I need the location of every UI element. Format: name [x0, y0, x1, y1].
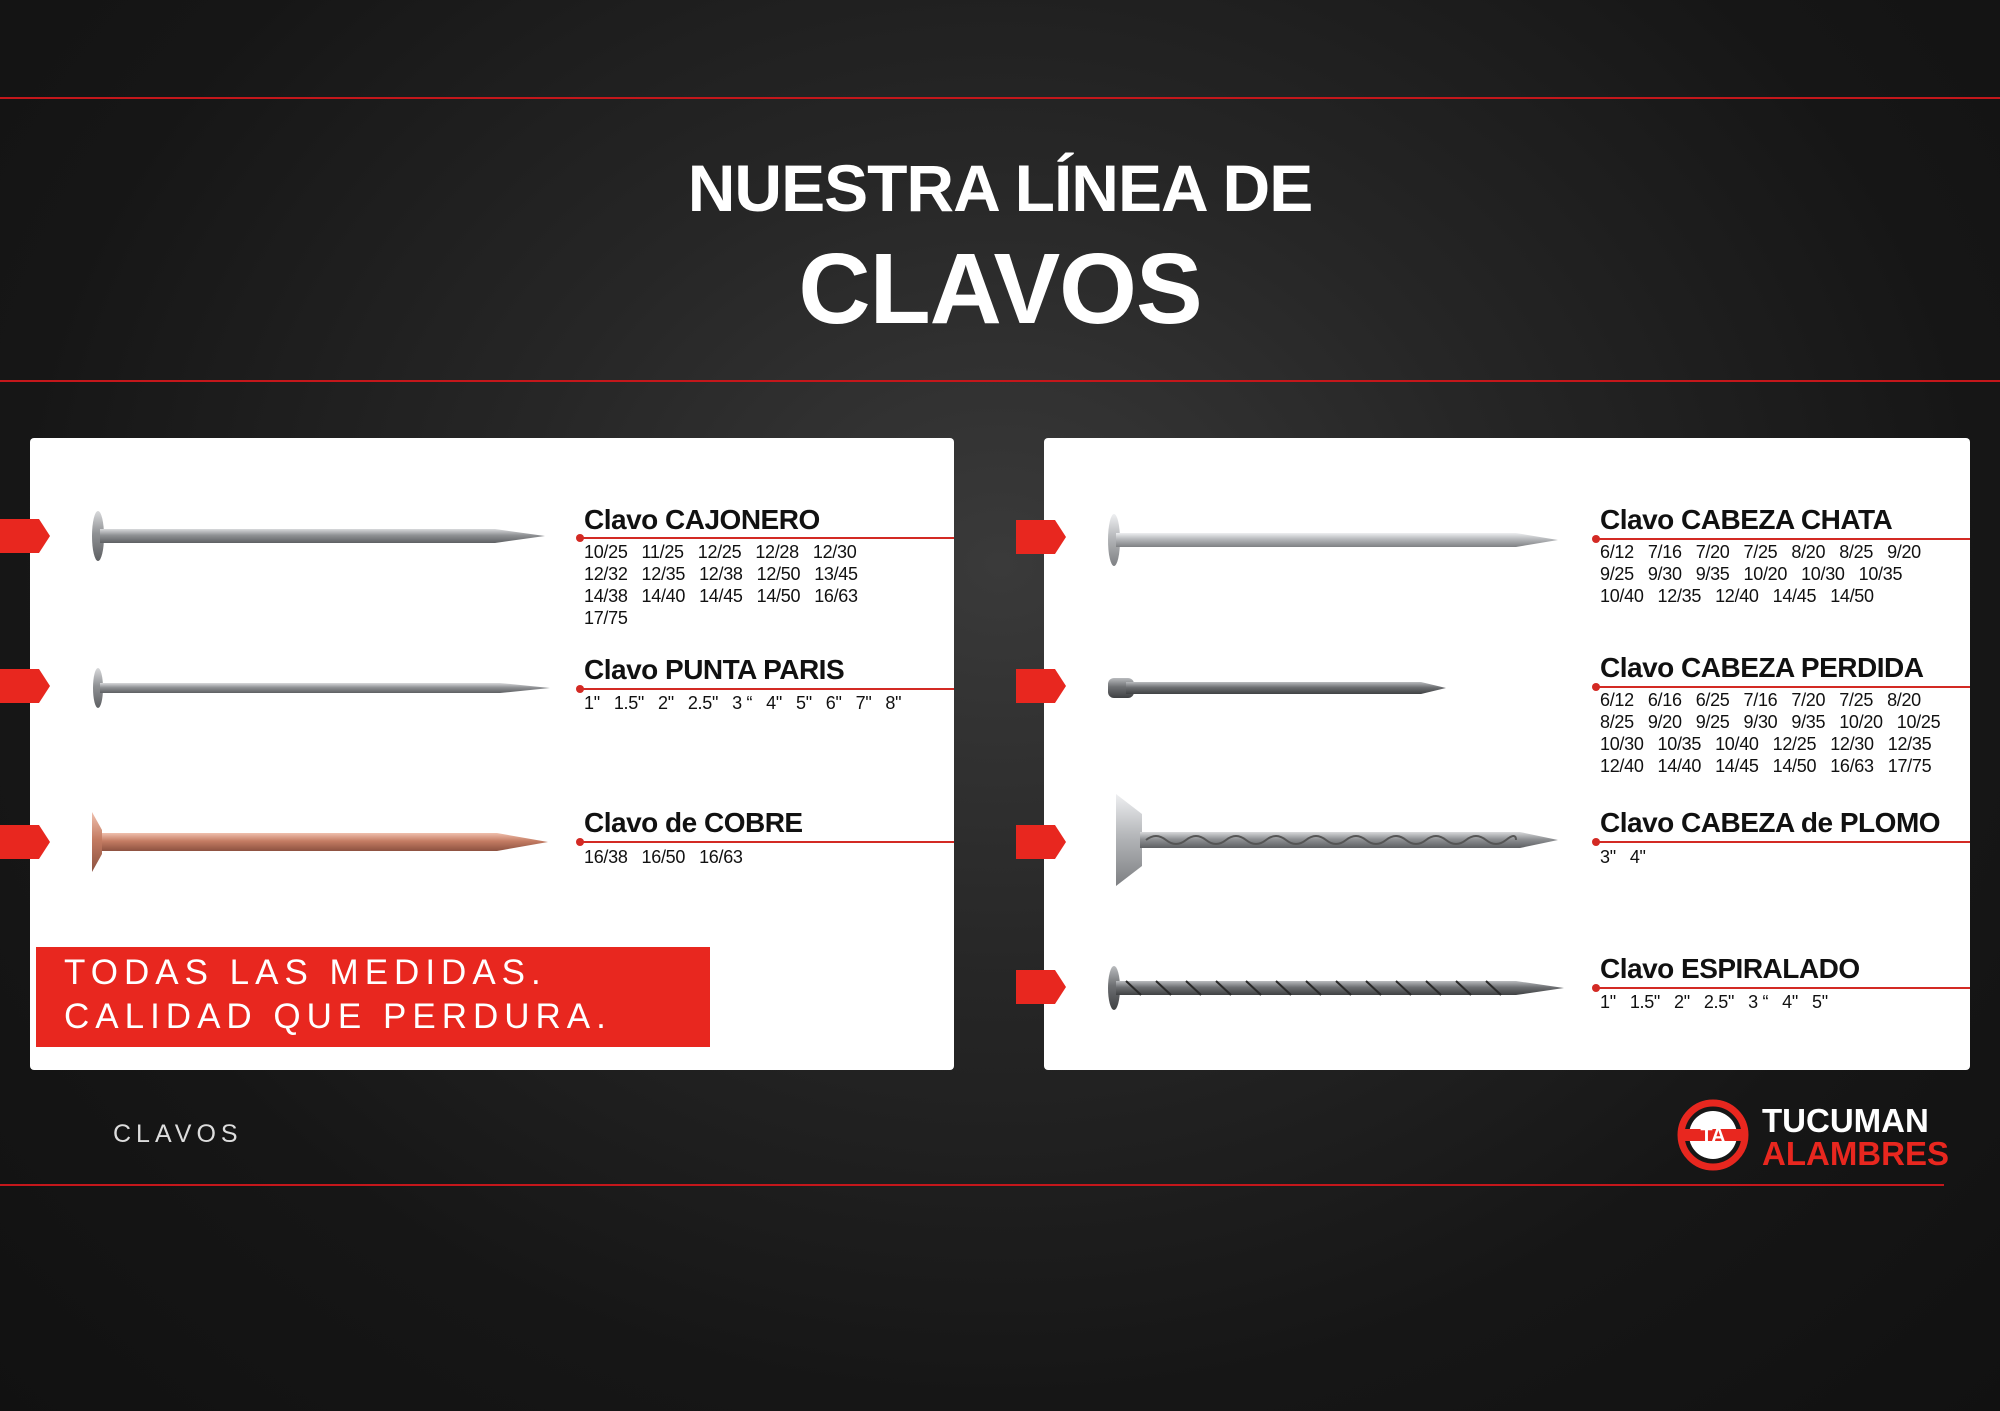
- size-item: 10/40: [1715, 734, 1759, 754]
- size-item: 8/20: [1887, 690, 1921, 710]
- size-item: 12/35: [641, 564, 686, 584]
- size-item: 12/40: [1600, 756, 1644, 776]
- size-item: 2": [658, 693, 674, 713]
- size-item: 14/50: [1830, 586, 1874, 606]
- product-name: Clavo ESPIRALADO: [1600, 953, 1860, 984]
- product-name: Clavo CABEZA PERDIDA: [1600, 652, 1924, 683]
- size-item: 1": [584, 693, 600, 713]
- size-item: 10/30: [1600, 734, 1644, 754]
- size-item: 3 “: [1748, 992, 1769, 1012]
- nail-cajonero-image: [90, 508, 550, 564]
- nail-punta-paris-image: [90, 664, 550, 712]
- svg-text:TA: TA: [1700, 1125, 1726, 1147]
- size-item: 12/28: [755, 542, 799, 562]
- size-item: 10/25: [1896, 712, 1941, 732]
- product-name: Clavo CABEZA de PLOMO: [1600, 807, 1941, 838]
- nail-cobre-image: [90, 810, 550, 874]
- size-item: 12/35: [1657, 586, 1702, 606]
- size-item: 8/25: [1839, 542, 1874, 562]
- size-item: 13/45: [814, 564, 858, 584]
- size-item: 2": [1674, 992, 1690, 1012]
- page-title-line2: CLAVOS: [798, 233, 1202, 345]
- product-underline: [580, 537, 954, 539]
- product-sizes: [1600, 689, 1968, 777]
- size-item: 12/30: [812, 542, 857, 562]
- size-item: 9/30: [1743, 712, 1778, 732]
- size-item: 10/20: [1839, 712, 1883, 732]
- top-rule: [0, 97, 2000, 99]
- size-item: 12/32: [584, 564, 628, 584]
- size-item: 10/40: [1600, 586, 1644, 606]
- size-item: 8": [885, 693, 902, 713]
- size-item: 14/50: [756, 586, 801, 606]
- size-item: 14/38: [584, 586, 628, 606]
- nail-cabeza-perdida-image: [1106, 670, 1456, 706]
- product-name: Clavo PUNTA PARIS: [584, 654, 845, 685]
- size-item: 14/40: [641, 586, 686, 606]
- size-item: 12/25: [1772, 734, 1817, 754]
- brand-name-line2: ALAMBRES: [1762, 1135, 1949, 1172]
- tagline-line2: CALIDAD QUE PERDURA.: [64, 997, 612, 1036]
- product-sizes: [584, 692, 944, 714]
- brand-logo-icon: [1676, 1098, 1750, 1172]
- size-item: 2.5": [687, 693, 719, 713]
- size-item: 6": [825, 693, 842, 713]
- size-item: 5": [795, 693, 812, 713]
- product-sizes: [1600, 991, 1940, 1013]
- size-item: 14/45: [699, 586, 743, 606]
- size-item: 7/25: [1743, 542, 1778, 562]
- size-item: 9/25: [1600, 564, 1634, 584]
- size-item: 4": [766, 693, 782, 713]
- product-underline: [1596, 841, 1970, 843]
- size-item: 16/38: [584, 847, 628, 867]
- size-item: 11/25: [641, 542, 684, 562]
- size-item: 10/35: [1657, 734, 1702, 754]
- size-item: 7/16: [1647, 542, 1682, 562]
- size-item: 6/12: [1600, 542, 1634, 562]
- size-item: 5": [1811, 992, 1828, 1012]
- size-item: 4": [1629, 847, 1646, 867]
- size-item: 1.5": [1629, 992, 1661, 1012]
- tagline-banner: [36, 947, 710, 1047]
- page-title-line1: NUESTRA LÍNEA DE: [687, 151, 1313, 225]
- nail-cabeza-chata-image: [1106, 510, 1566, 570]
- size-item: 2.5": [1703, 992, 1735, 1012]
- size-item: 12/30: [1830, 734, 1874, 754]
- size-item: 3 “: [732, 693, 753, 713]
- size-item: 14/45: [1772, 586, 1817, 606]
- product-name: Clavo de COBRE: [584, 807, 803, 838]
- size-item: 7/20: [1791, 690, 1826, 710]
- size-item: 9/35: [1791, 712, 1826, 732]
- footer-rule: [0, 1184, 1944, 1186]
- product-sizes: [584, 541, 924, 629]
- size-item: 7/16: [1743, 690, 1778, 710]
- size-item: 9/25: [1695, 712, 1730, 732]
- nail-espiralado-image: [1106, 962, 1566, 1014]
- title-bottom-rule: [0, 380, 2000, 382]
- size-item: 16/63: [699, 847, 743, 867]
- footer-section-label: CLAVOS: [113, 1120, 243, 1148]
- brand-name-line1: TUCUMAN: [1762, 1102, 1929, 1139]
- size-item: 10/20: [1743, 564, 1788, 584]
- size-item: 3": [1600, 847, 1616, 867]
- size-item: 8/20: [1791, 542, 1826, 562]
- size-item: 9/30: [1647, 564, 1682, 584]
- size-item: 4": [1782, 992, 1798, 1012]
- size-item: 12/50: [756, 564, 801, 584]
- size-item: 9/20: [1647, 712, 1682, 732]
- product-underline: [1596, 987, 1970, 989]
- size-item: 9/20: [1887, 542, 1921, 562]
- size-item: 6/25: [1695, 690, 1730, 710]
- tagline-line1: TODAS LAS MEDIDAS.: [64, 953, 547, 992]
- size-item: 7/25: [1839, 690, 1874, 710]
- size-item: 16/63: [814, 586, 858, 606]
- size-item: 7/20: [1695, 542, 1730, 562]
- size-item: 10/35: [1858, 564, 1903, 584]
- size-item: 9/35: [1695, 564, 1730, 584]
- size-item: 16/63: [1830, 756, 1874, 776]
- product-name: Clavo CAJONERO: [584, 504, 820, 535]
- size-item: 12/40: [1715, 586, 1759, 606]
- size-item: 14/40: [1657, 756, 1702, 776]
- size-item: 10/30: [1801, 564, 1845, 584]
- size-item: 12/25: [697, 542, 742, 562]
- size-item: 17/75: [584, 608, 628, 628]
- size-item: 12/38: [699, 564, 743, 584]
- size-item: 10/25: [584, 542, 628, 562]
- size-item: 17/75: [1887, 756, 1932, 776]
- product-sizes: [1600, 846, 1940, 868]
- product-sizes: [584, 846, 924, 868]
- size-item: 6/16: [1647, 690, 1682, 710]
- size-item: 7": [855, 693, 872, 713]
- size-item: 14/45: [1715, 756, 1759, 776]
- product-sizes: [1600, 541, 1960, 607]
- size-item: 1.5": [613, 693, 645, 713]
- size-item: 12/35: [1887, 734, 1932, 754]
- nail-cabeza-plomo-image: [1106, 794, 1566, 886]
- product-underline: [580, 688, 954, 690]
- product-underline: [1596, 538, 1970, 540]
- product-underline: [580, 841, 954, 843]
- size-item: 14/50: [1772, 756, 1817, 776]
- size-item: 16/50: [641, 847, 686, 867]
- product-underline: [1596, 686, 1970, 688]
- size-item: 6/12: [1600, 690, 1634, 710]
- product-name: Clavo CABEZA CHATA: [1600, 504, 1893, 535]
- size-item: 1": [1600, 992, 1616, 1012]
- size-item: 8/25: [1600, 712, 1634, 732]
